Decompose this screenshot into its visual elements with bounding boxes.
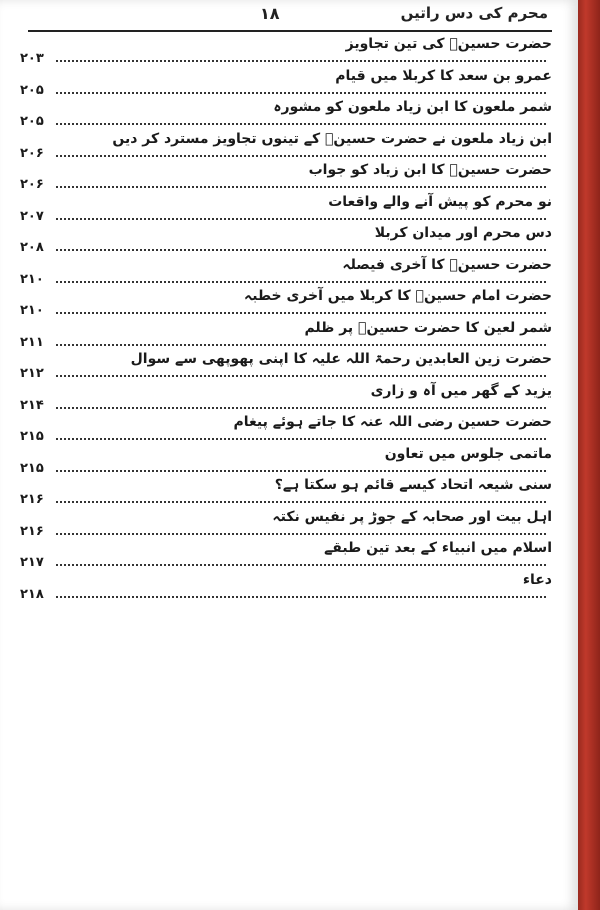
toc-entry [20, 509, 552, 541]
toc-entry-page-number: ۲۱۶ [20, 492, 44, 507]
toc-entry-page-number: ۲۱۵ [20, 460, 44, 476]
toc-entry [20, 68, 552, 100]
toc-entry-title: حضرت حسینؓ کی تین تجاویز [345, 36, 552, 52]
toc-entry [20, 257, 552, 289]
toc-entry-title: دس محرم اور میدان کربلا [374, 225, 552, 241]
table-of-contents [20, 36, 552, 603]
toc-entry-line [20, 176, 552, 192]
toc-entry-page-number: ۲۱۵ [20, 429, 44, 444]
running-title: محرم کی دس راتیں [400, 4, 548, 22]
toc-entry-page-number: ۲۱۷ [20, 555, 44, 570]
toc-entry-title: حضرت امام حسینؓ کا کربلا میں آخری خطبہ [243, 288, 552, 304]
toc-entry-title: ماتمی جلوس میں تعاون [384, 445, 552, 462]
toc-entry-title: سنی شیعہ اتحاد کیسے قائم ہو سکتا ہے؟ [274, 477, 552, 493]
toc-entry-line [20, 491, 552, 507]
toc-entry [20, 320, 552, 352]
toc-entry-title: ابن زیاد ملعون نے حضرت حسینؓ کے تینوں تجاویز مسترد کر دیں [112, 130, 552, 147]
page-number: ۱۸ [260, 4, 280, 23]
toc-entry-line [20, 50, 552, 66]
toc-entry-title: حضرت زین العابدین رحمۃ اللہ علیہ کا اپنی پھوپھی سے سوال [130, 351, 552, 367]
page-header [28, 4, 552, 32]
dotted-leader [56, 216, 546, 220]
toc-entry-page-number: ۲۰۳ [20, 51, 44, 66]
toc-entry-line [20, 208, 552, 224]
toc-entry-page-number: ۲۱۰ [20, 271, 44, 287]
toc-entry-title: اسلام میں انبیاء کے بعد تین طبقے [324, 540, 552, 556]
toc-entry-title: یزید کے گھر میں آہ و زاری [370, 382, 552, 399]
toc-entry-page-number: ۲۱۴ [20, 397, 44, 413]
toc-entry-title: عمرو بن سعد کا کربلا میں قیام [335, 67, 552, 84]
toc-entry-line [20, 302, 552, 318]
dotted-leader [56, 436, 546, 440]
toc-entry-line [20, 239, 552, 255]
dotted-leader [56, 279, 546, 283]
toc-entry-line [20, 113, 552, 129]
toc-entry [20, 131, 552, 163]
toc-entry-page-number: ۲۰۶ [20, 177, 44, 192]
toc-entry [20, 383, 552, 415]
toc-entry-line [20, 428, 552, 444]
toc-entry [20, 351, 552, 383]
toc-entry-page-number: ۲۰۵ [20, 114, 44, 129]
toc-entry-title: نو محرم کو پیش آنے والے واقعات [328, 193, 552, 210]
dotted-leader [56, 153, 546, 157]
toc-entry-title: حضرت حسین رضی اللہ عنہ کا جاتے ہوئے پیغام [233, 414, 552, 430]
toc-entry-page-number: ۲۰۶ [20, 145, 44, 161]
toc-entry-page-number: ۲۰۵ [20, 82, 44, 98]
toc-entry-line [20, 365, 552, 381]
dotted-leader [56, 405, 546, 409]
toc-entry-line [20, 82, 552, 98]
dotted-leader [56, 373, 546, 377]
toc-entry [20, 446, 552, 478]
toc-entry-line [20, 460, 552, 476]
toc-entry-page-number: ۲۰۷ [20, 208, 44, 224]
toc-entry-title: دعاء [522, 571, 552, 588]
toc-entry [20, 36, 552, 68]
toc-entry-page-number: ۲۱۲ [20, 366, 44, 381]
toc-entry-page-number: ۲۱۶ [20, 523, 44, 539]
toc-entry [20, 225, 552, 257]
toc-entry-line [20, 397, 552, 413]
book-cover-edge [578, 0, 600, 910]
toc-entry [20, 162, 552, 194]
toc-entry-page-number: ۲۰۸ [20, 240, 44, 255]
dotted-leader [56, 499, 546, 503]
toc-entry-page-number: ۲۱۱ [20, 334, 44, 350]
toc-entry [20, 572, 552, 604]
toc-entry-line [20, 523, 552, 539]
toc-entry-page-number: ۲۱۸ [20, 586, 44, 602]
toc-entry [20, 288, 552, 320]
toc-entry [20, 414, 552, 446]
toc-entry [20, 540, 552, 572]
dotted-leader [56, 121, 546, 125]
dotted-leader [56, 184, 546, 188]
toc-entry-line [20, 145, 552, 161]
dotted-leader [56, 468, 546, 472]
toc-entry-title: شمر ملعون کا ابن زیاد ملعون کو مشورہ [273, 99, 552, 115]
toc-entry-line [20, 586, 552, 602]
dotted-leader [56, 342, 546, 346]
toc-entry-line [20, 554, 552, 570]
dotted-leader [56, 310, 546, 314]
dotted-leader [56, 58, 546, 62]
toc-entry-title: اہل بیت اور صحابہ کے جوڑ پر نفیس نکتہ [272, 508, 552, 525]
toc-entry [20, 477, 552, 509]
toc-entry-title: حضرت حسینؓ کا ابن زیاد کو جواب [308, 162, 552, 178]
toc-entry-line [20, 271, 552, 287]
dotted-leader [56, 90, 546, 94]
toc-entry-title: حضرت حسینؓ کا آخری فیصلہ [342, 256, 552, 273]
dotted-leader [56, 247, 546, 251]
toc-entry [20, 99, 552, 131]
toc-entry-title: شمر لعین کا حضرت حسینؓ پر ظلم [304, 319, 552, 336]
toc-entry [20, 194, 552, 226]
dotted-leader [56, 562, 546, 566]
toc-entry-page-number: ۲۱۰ [20, 303, 44, 318]
toc-entry-line [20, 334, 552, 350]
dotted-leader [56, 531, 546, 535]
dotted-leader [56, 594, 546, 598]
